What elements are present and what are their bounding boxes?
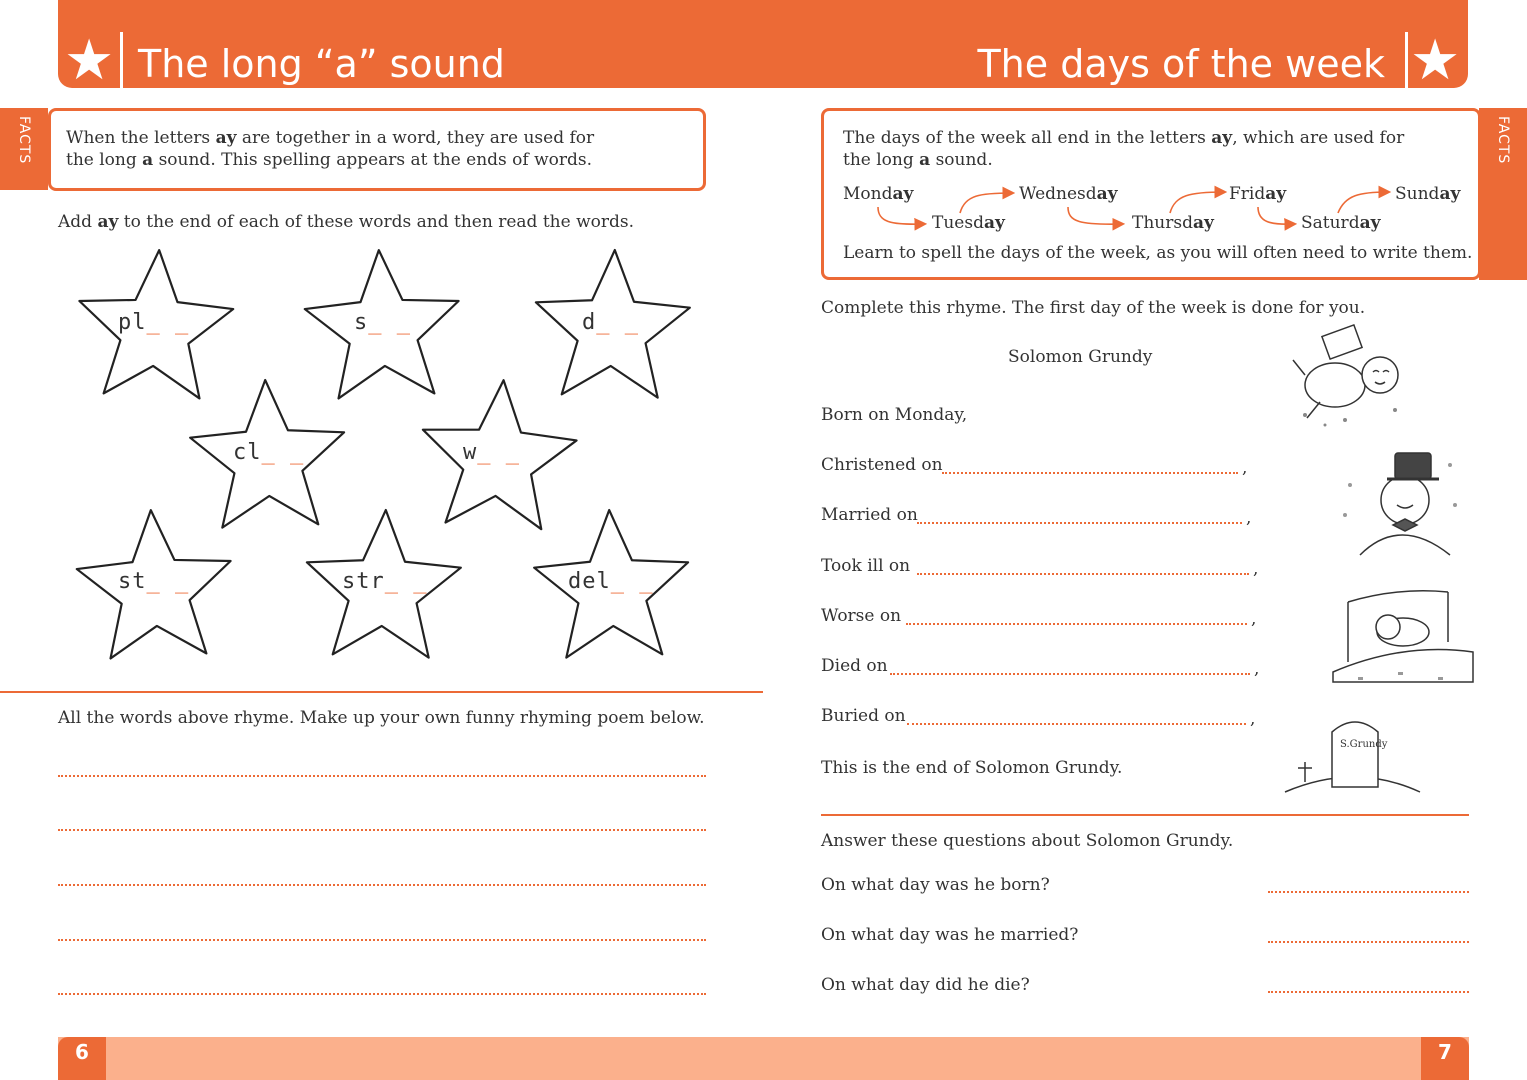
day-arrows <box>840 180 1480 240</box>
rhyme-instruction: Complete this rhyme. The first day of the week is done for you. <box>821 298 1366 318</box>
header-divider <box>120 32 123 88</box>
footer-bar <box>58 1037 1469 1080</box>
question: On what day was he married? <box>821 925 1079 945</box>
page-number-left: 6 <box>58 1037 106 1080</box>
page-number-right: 7 <box>1421 1037 1469 1080</box>
answer-line[interactable] <box>1268 991 1469 993</box>
poem-writing-line[interactable] <box>58 829 706 831</box>
left-page-title: The long “a” sound <box>138 42 505 86</box>
rhyme-line: Worse on <box>821 606 902 626</box>
rhyme-title: Solomon Grundy <box>1008 347 1153 367</box>
comma: , <box>1253 559 1259 579</box>
poem-writing-line[interactable] <box>58 775 706 777</box>
answer-line[interactable] <box>942 472 1238 474</box>
section-divider <box>0 691 763 693</box>
rhyme-line: Took ill on <box>821 556 911 576</box>
answer-line[interactable] <box>907 723 1246 725</box>
rhyme-line: Born on Monday, <box>821 405 968 425</box>
star-word: pl_ _ <box>118 310 190 335</box>
header-divider <box>1405 32 1408 88</box>
day-word: Saturday <box>1301 213 1381 233</box>
poem-instruction: All the words above rhyme. Make up your own funny rhyming poem below. <box>58 708 705 728</box>
right-facts-line-2: the long a sound. <box>843 150 993 170</box>
rhyme-line: Married on <box>821 505 918 525</box>
left-facts-line-1: When the letters ay are together in a word, they are used for <box>66 128 595 148</box>
star-word: d_ _ <box>582 310 639 335</box>
day-word: Wednesday <box>1019 184 1118 204</box>
right-page-title: The days of the week <box>977 42 1385 86</box>
learn-line: Learn to spell the days of the week, as you will often need to write them. <box>843 243 1473 263</box>
day-word: Tuesday <box>932 213 1005 233</box>
facts-tab-label: FACTS <box>16 116 32 165</box>
baby-illustration <box>1285 320 1425 435</box>
answer-line[interactable] <box>1268 941 1469 943</box>
questions-intro: Answer these questions about Solomon Grundy. <box>821 831 1234 851</box>
day-word: Sunday <box>1395 184 1461 204</box>
arrow-down <box>1068 207 1122 224</box>
day-word: Monday <box>843 184 914 204</box>
star-word: w_ _ <box>463 440 520 465</box>
comma: , <box>1246 508 1252 528</box>
rhyme-line: Died on <box>821 656 888 676</box>
facts-tab-label: FACTS <box>1495 116 1511 165</box>
comma: , <box>1242 458 1248 478</box>
arrow-down <box>878 207 924 224</box>
man-with-hat-illustration <box>1335 445 1465 560</box>
star-word: str_ _ <box>342 569 428 594</box>
poem-writing-line[interactable] <box>58 993 706 995</box>
rhyme-line: Buried on <box>821 706 906 726</box>
left-facts-line-2: the long a sound. This spelling appears at the ends of words. <box>66 150 593 170</box>
left-instruction: Add ay to the end of each of these words and then read the words. <box>58 212 634 232</box>
answer-line[interactable] <box>890 673 1250 675</box>
star-icon: ★ <box>64 28 115 93</box>
comma: , <box>1254 659 1260 679</box>
rhyme-line: This is the end of Solomon Grundy. <box>821 758 1123 778</box>
question: On what day was he born? <box>821 875 1050 895</box>
day-word: Friday <box>1229 184 1287 204</box>
answer-line[interactable] <box>906 623 1247 625</box>
question: On what day did he die? <box>821 975 1030 995</box>
star-icon: ★ <box>1410 28 1461 93</box>
section-divider <box>821 814 1469 816</box>
arrow-up <box>1338 192 1388 213</box>
facts-tab-left <box>0 108 48 190</box>
sick-in-bed-illustration <box>1328 582 1478 692</box>
answer-line[interactable] <box>917 522 1242 524</box>
poem-writing-line[interactable] <box>58 939 706 941</box>
star-word: s_ _ <box>354 310 411 335</box>
rhyme-line: Christened on <box>821 455 943 475</box>
gravestone-text: S.Grundy <box>1340 739 1388 750</box>
right-facts-line-1: The days of the week all end in the letters ay, which are used for <box>843 128 1405 148</box>
arrow-down <box>1258 207 1294 224</box>
comma: , <box>1251 609 1257 629</box>
facts-tab-right <box>1479 108 1527 280</box>
comma: , <box>1250 709 1256 729</box>
day-word: Thursday <box>1132 213 1214 233</box>
star-word: cl_ _ <box>233 440 305 465</box>
arrow-up <box>960 193 1012 213</box>
gravestone-illustration <box>1280 712 1425 802</box>
star-word: st_ _ <box>118 569 190 594</box>
answer-line[interactable] <box>1268 891 1469 893</box>
arrow-up <box>1170 192 1224 213</box>
poem-writing-line[interactable] <box>58 884 706 886</box>
star-word: del_ _ <box>568 569 654 594</box>
answer-line[interactable] <box>917 573 1249 575</box>
stars-area <box>0 230 760 690</box>
